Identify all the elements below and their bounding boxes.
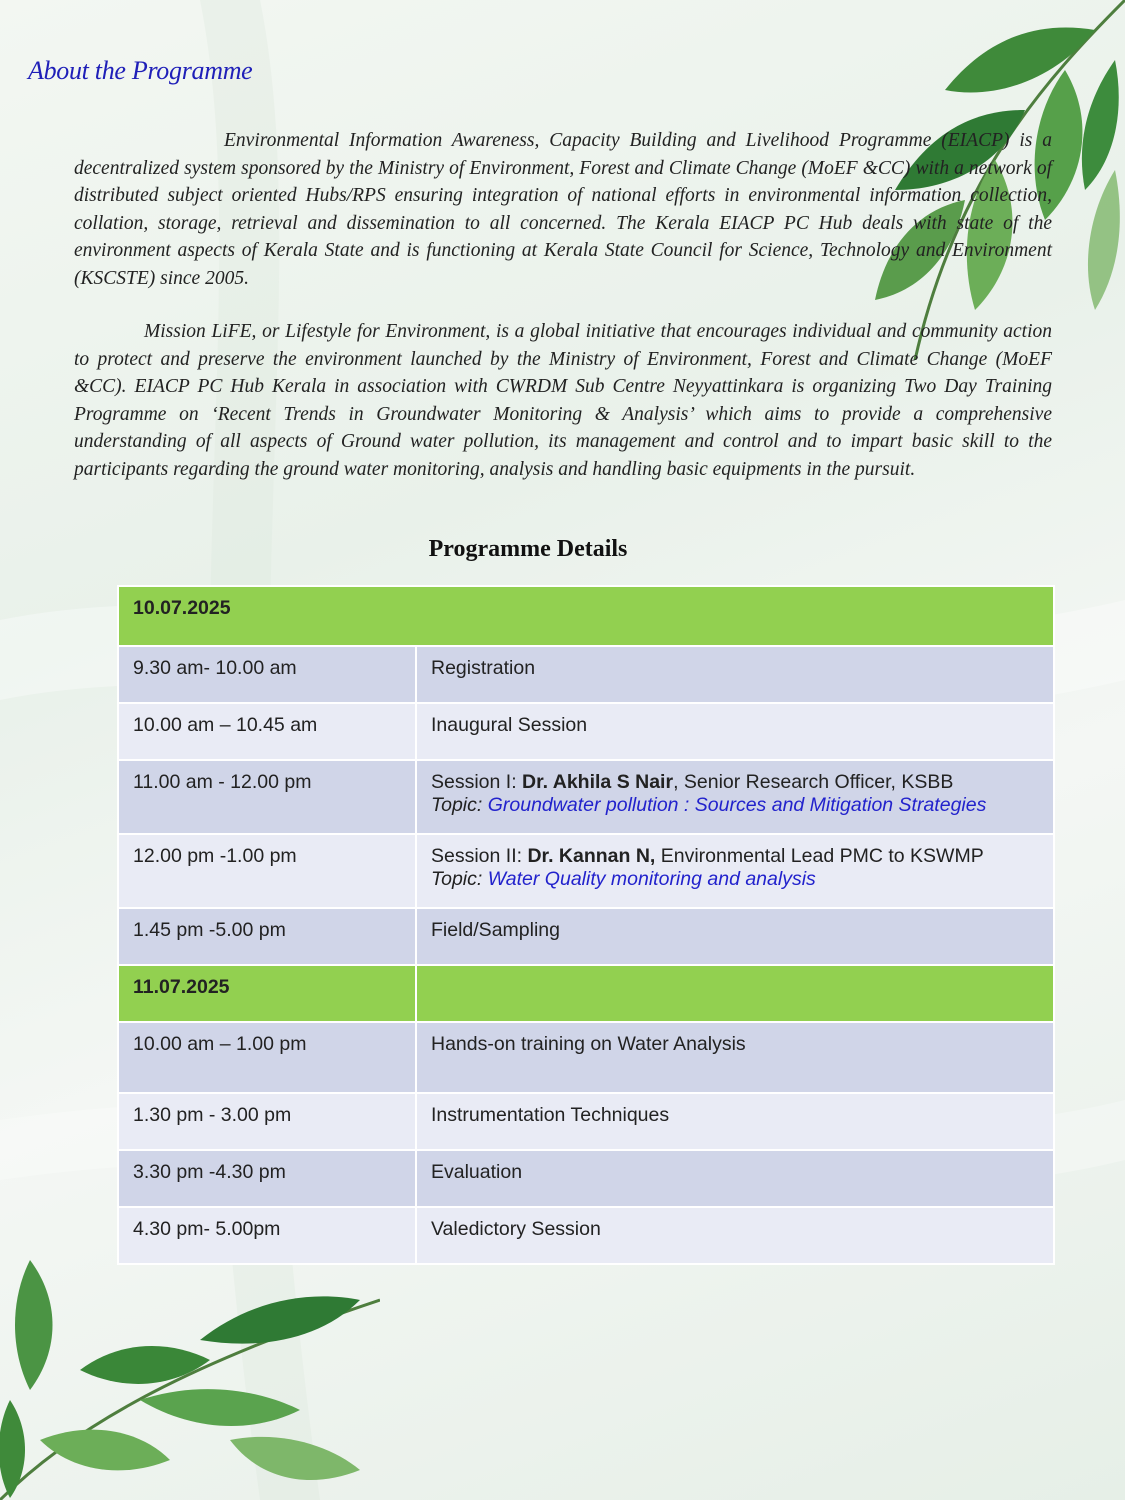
time-cell: 4.30 pm- 5.00pm (118, 1207, 416, 1264)
topic-title: Groundwater pollution : Sources and Mitigation Strategies (487, 794, 987, 816)
time-cell: 9.30 am- 10.00 am (118, 646, 416, 703)
speaker-name: Dr. Kannan N, (527, 845, 656, 867)
time-cell: 11.00 am - 12.00 pm (118, 760, 416, 834)
event-cell: Field/Sampling (416, 908, 1054, 965)
topic-line (431, 868, 1039, 891)
event-cell: Valedictory Session (416, 1207, 1054, 1264)
table-row (118, 646, 1054, 703)
table-row (118, 760, 1054, 834)
speaker-role: Environmental Lead PMC to KSWMP (655, 845, 984, 867)
day-empty-cell (416, 965, 1054, 1022)
day-row-2 (118, 965, 1054, 1022)
table-row (118, 908, 1054, 965)
session-line (431, 771, 1039, 794)
topic-label: Topic: (431, 868, 488, 890)
leaf-decoration-bottom-left (0, 1240, 380, 1500)
session-label: Session II: (431, 845, 528, 867)
time-cell: 12.00 pm -1.00 pm (118, 834, 416, 908)
time-cell: 10.00 am – 10.45 am (118, 703, 416, 760)
event-cell: Inaugural Session (416, 703, 1054, 760)
table-row (118, 703, 1054, 760)
topic-line (431, 794, 1039, 817)
intro-paragraph-eiacp: Environmental Information Awareness, Capacity Building and Livelihood Programme (EIACP) is a decentralized system sponsored by the Ministry of Environment, Forest and Climate Change (MoEF &CC) with a network of distributed subject oriented Hubs/RPS ensuring integration of national efforts in environmental information collection, collation, storage, retrieval and dissemination to all concerned. The Kerala EIACP PC Hub deals with state of the environment aspects of Kerala State and is functioning at Kerala State Council for Science, Technology and Environment (KSCSTE) since 2005. (74, 130, 1052, 289)
schedule-table (117, 585, 1055, 1265)
event-cell: Hands-on training on Water Analysis (416, 1022, 1054, 1093)
event-cell: Registration (416, 646, 1054, 703)
event-cell: Evaluation (416, 1150, 1054, 1207)
table-row (118, 834, 1054, 908)
topic-title: Water Quality monitoring and analysis (487, 868, 816, 890)
session-line (431, 845, 1039, 868)
intro-paragraph-mission-life: Mission LiFE, or Lifestyle for Environment, is a global initiative that encourages individual and community action to protect and preserve the environment launched by the Ministry of Environment, Forest and Climate Change (MoEF &CC). EIACP PC Hub Kerala in association with CWRDM Sub Centre Neyyattinkara is organizing Two Day Training Programme on ‘Recent Trends in Groundwater Monitoring & Analysis’ which aims to provide a comprehensive understanding of all aspects of Ground water pollution, its management and control and to impart basic skill to the participants regarding the ground water monitoring, analysis and handling basic equipments in the pursuit. (74, 321, 1052, 480)
speaker-role: , Senior Research Officer, KSBB (673, 771, 954, 793)
event-cell: Instrumentation Techniques (416, 1093, 1054, 1150)
day-date: 10.07.2025 (118, 586, 1054, 646)
day-date: 11.07.2025 (118, 965, 416, 1022)
table-row (118, 1022, 1054, 1093)
about-heading: About the Programme (28, 56, 253, 85)
programme-details-title: Programme Details (428, 536, 628, 562)
time-cell: 3.30 pm -4.30 pm (118, 1150, 416, 1207)
table-row (118, 1207, 1054, 1264)
time-cell: 10.00 am – 1.00 pm (118, 1022, 416, 1093)
topic-label: Topic: (431, 794, 488, 816)
session-cell (416, 760, 1054, 834)
time-cell: 1.45 pm -5.00 pm (118, 908, 416, 965)
session-cell (416, 834, 1054, 908)
time-cell: 1.30 pm - 3.00 pm (118, 1093, 416, 1150)
day-row-1 (118, 586, 1054, 646)
session-label: Session I: (431, 771, 523, 793)
table-row (118, 1150, 1054, 1207)
table-row (118, 1093, 1054, 1150)
speaker-name: Dr. Akhila S Nair (522, 771, 674, 793)
